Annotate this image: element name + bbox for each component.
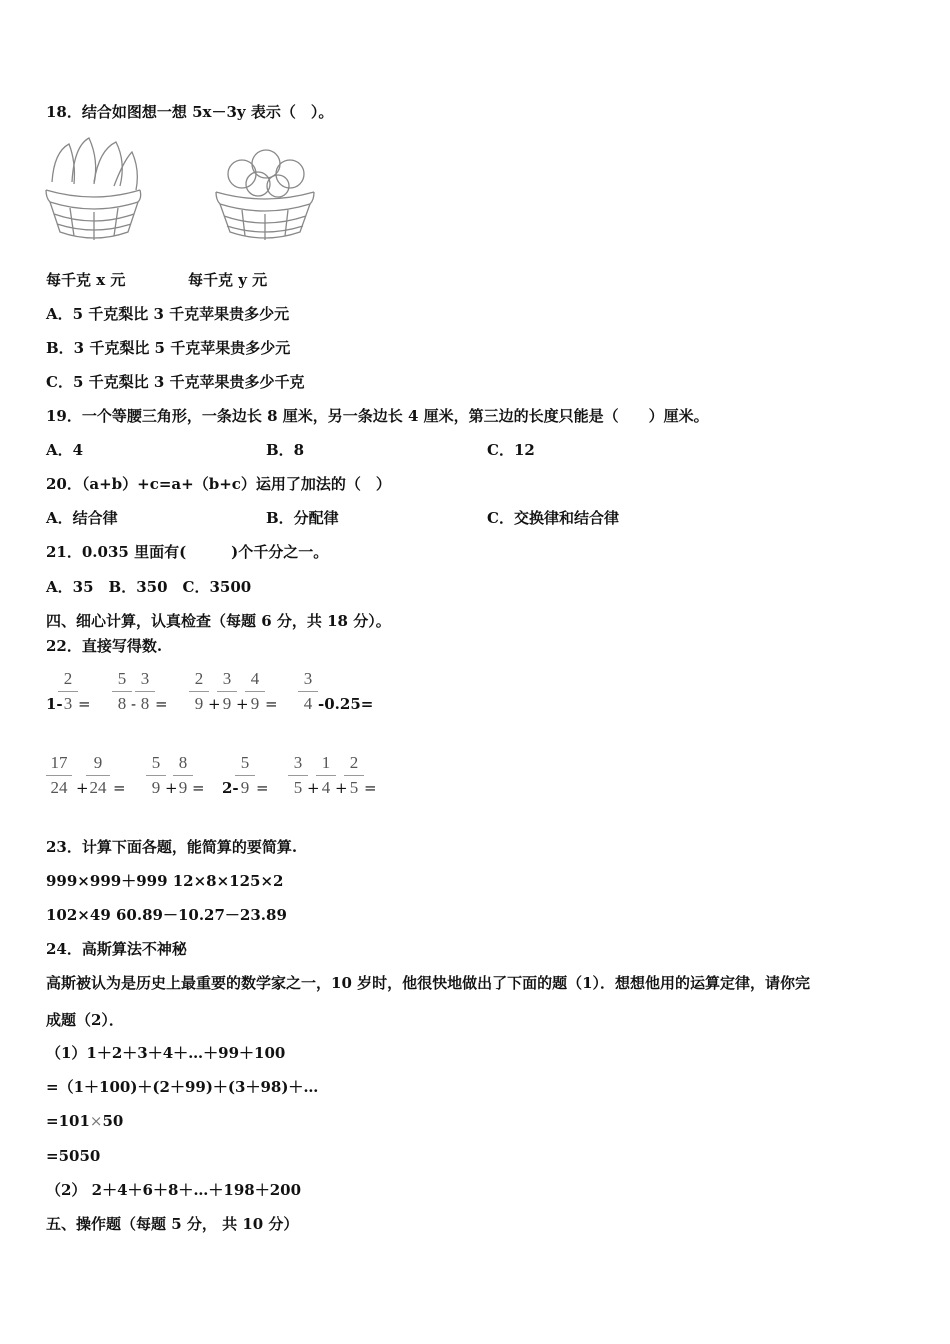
operator: + bbox=[76, 779, 89, 797]
pear-price-label: 每千克 x 元 bbox=[46, 271, 126, 289]
fraction: 3 8 bbox=[135, 668, 155, 715]
operator: + bbox=[307, 779, 320, 797]
fraction: 1 4 bbox=[316, 752, 336, 799]
q24-step1: （1）1＋2＋3＋4＋…＋99＋100 bbox=[46, 1044, 286, 1062]
fraction: 3 9 bbox=[217, 668, 237, 715]
operator: + bbox=[165, 779, 178, 797]
q20-option-a: A．结合律 bbox=[46, 509, 118, 527]
q24-paragraph-line2: 成题（2）． bbox=[46, 1011, 124, 1029]
q24-step2: =（1＋100)＋(2＋99)＋(3＋98)＋… bbox=[46, 1078, 319, 1096]
expr-prefix: 1- bbox=[46, 695, 63, 713]
q22-title: 22．直接写得数. bbox=[46, 637, 163, 655]
fraction: 9 24 bbox=[86, 752, 110, 799]
q23-line1: 999×999＋999 12×8×125×2 bbox=[46, 872, 284, 890]
operator: + bbox=[208, 695, 221, 713]
fraction: 2 9 bbox=[189, 668, 209, 715]
q19-option-b: B．8 bbox=[266, 441, 305, 459]
q23-line2: 102×49 60.89－10.27－23.89 bbox=[46, 906, 287, 924]
q19-title: 19．一个等腰三角形，一条边长 8 厘米，另一条边长 4 厘米，第三边的长度只能是（ ）厘米。 bbox=[46, 407, 709, 425]
q20-option-b: B．分配律 bbox=[266, 509, 339, 527]
q24-step3: =101×50 bbox=[46, 1112, 124, 1130]
fraction: 4 9 bbox=[245, 668, 265, 715]
apple-price-label: 每千克 y 元 bbox=[188, 271, 268, 289]
apple-shape bbox=[276, 160, 304, 188]
fraction: 5 8 bbox=[112, 668, 132, 715]
equals-sign: = bbox=[265, 695, 278, 713]
q21-options: A．35 B．350 C．3500 bbox=[46, 578, 252, 596]
q20-option-c: C．交换律和结合律 bbox=[487, 509, 619, 527]
q24-title: 24．高斯算法不神秘 bbox=[46, 940, 187, 958]
apple-basket-image bbox=[212, 140, 318, 244]
pear-basket-image bbox=[44, 132, 144, 244]
fraction: 8 9 bbox=[173, 752, 193, 799]
pear-shape bbox=[114, 152, 137, 190]
q18-option-c: C．5 千克梨比 3 千克苹果贵多少千克 bbox=[46, 373, 305, 391]
q24-step4: =5050 bbox=[46, 1147, 101, 1165]
fraction: 3 4 bbox=[298, 668, 318, 715]
expr-prefix: 2- bbox=[222, 779, 239, 797]
expr-suffix: -0.25= bbox=[318, 695, 374, 713]
fraction: 3 5 bbox=[288, 752, 308, 799]
operator: + bbox=[236, 695, 249, 713]
pear-shape bbox=[52, 144, 74, 184]
q24-paragraph-line1: 高斯被认为是历史上最重要的数学家之一，10 岁时，他很快地做出了下面的题（1）．想想他用的运算定律，请你完 bbox=[46, 974, 811, 992]
fraction: 2 5 bbox=[344, 752, 364, 799]
q19-option-a: A．4 bbox=[46, 441, 84, 459]
pear-shape bbox=[94, 142, 122, 186]
equals-sign: = bbox=[113, 779, 126, 797]
fraction: 2 3 bbox=[58, 668, 78, 715]
equals-sign: = bbox=[256, 779, 269, 797]
equals-sign: = bbox=[78, 695, 91, 713]
equals-sign: = bbox=[192, 779, 205, 797]
operator: - bbox=[131, 695, 137, 713]
section4-heading: 四、细心计算，认真检查（每题 6 分，共 18 分）。 bbox=[46, 612, 391, 630]
section5-heading: 五、操作题（每题 5 分， 共 10 分） bbox=[46, 1215, 299, 1233]
q20-title: 20．（a+b）+c=a+（b+c）运用了加法的（ ） bbox=[46, 475, 391, 493]
q21-title: 21．0.035 里面有( )个千分之一。 bbox=[46, 543, 329, 561]
pear-shape bbox=[72, 138, 96, 184]
fraction: 5 9 bbox=[235, 752, 255, 799]
q18-option-b: B．3 千克梨比 5 千克苹果贵多少元 bbox=[46, 339, 291, 357]
q24-step5: （2） 2＋4＋6＋8＋…＋198＋200 bbox=[46, 1181, 302, 1199]
fraction: 17 24 bbox=[46, 752, 72, 799]
operator: + bbox=[335, 779, 348, 797]
q19-option-c: C．12 bbox=[487, 441, 535, 459]
equals-sign: = bbox=[364, 779, 377, 797]
fraction: 5 9 bbox=[146, 752, 166, 799]
equals-sign: = bbox=[155, 695, 168, 713]
q18-title: 18．结合如图想一想 5x－3y 表示（ ）。 bbox=[46, 103, 334, 121]
q18-option-a: A．5 千克梨比 3 千克苹果贵多少元 bbox=[46, 305, 290, 323]
q23-title: 23．计算下面各题，能简算的要简算. bbox=[46, 838, 298, 856]
